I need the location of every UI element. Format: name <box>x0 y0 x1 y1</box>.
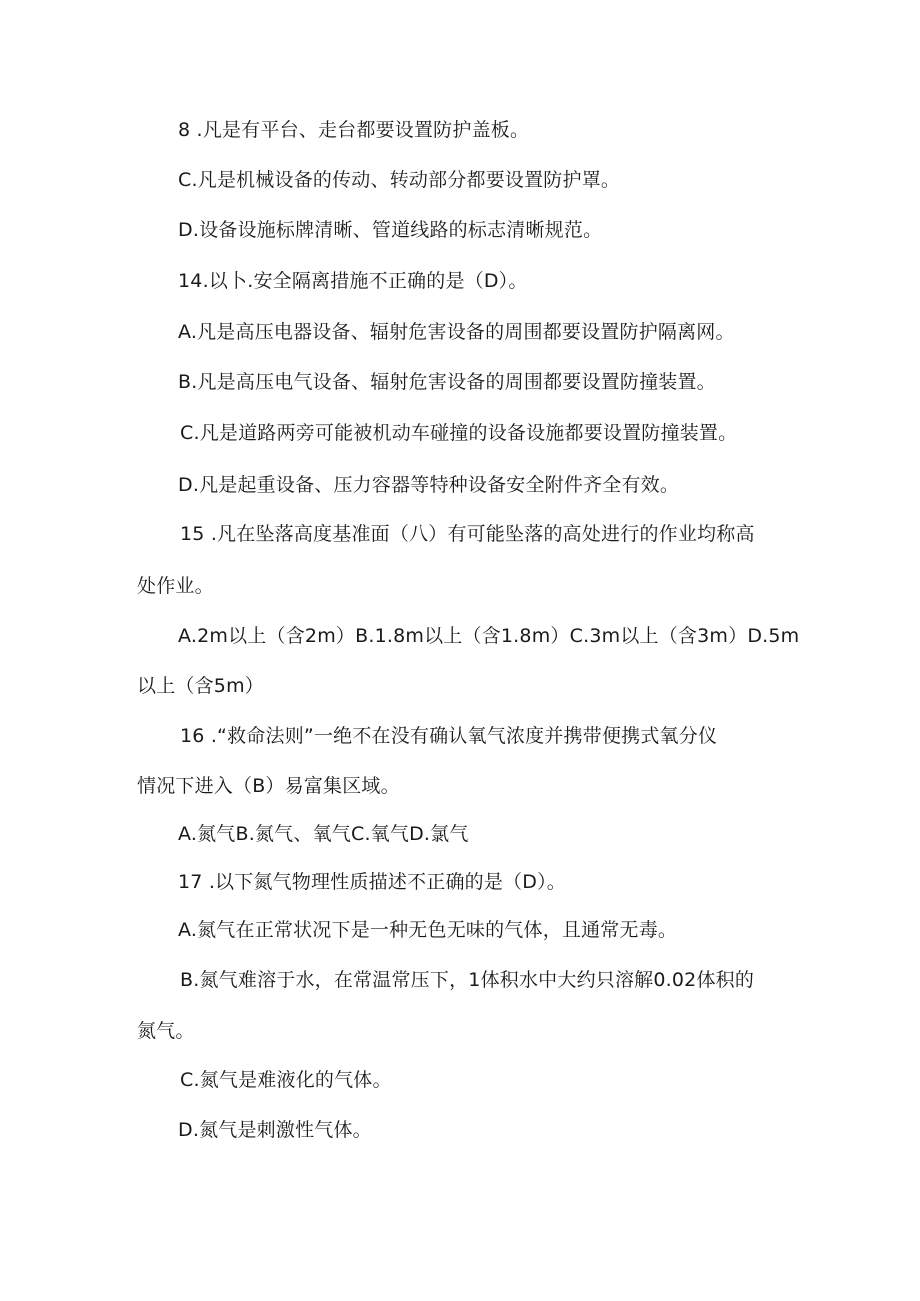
option-b-continued: 氮气。 <box>137 1020 195 1042</box>
question-16: 16 .“救命法则”一绝不在没有确认氧气浓度并携带便携式氧分仪 <box>180 725 718 747</box>
option-a: A.凡是高压电器设备、辐射危害设备的周围都要设置防护隔离网。 <box>178 321 735 343</box>
option-b: B.凡是高压电气设备、辐射危害设备的周围都要设置防撞装置。 <box>178 371 716 393</box>
question-14: 14.以卜.安全隔离措施不正确的是（D）。 <box>178 270 528 292</box>
text-line: D.设备设施标牌清晰、管道线路的标志清晰规范。 <box>178 219 603 241</box>
option-c: C.凡是道路两旁可能被机动车碰撞的设备设施都要设置防撞装置。 <box>180 422 738 444</box>
options-15-continued: 以上（含5m） <box>137 675 264 697</box>
options-16: A.氮气B.氮气、氧气C.氧气D.氯气 <box>178 823 469 845</box>
options-15: A.2m以上（含2m）B.1.8m以上（含1.8m）C.3m以上（含3m）D.5m <box>178 625 800 647</box>
option-c: C.氮气是难液化的气体。 <box>180 1069 392 1091</box>
option-b: B.氮气难溶于水，在常温常压下，1体积水中大约只溶解0.02体积的 <box>180 969 755 991</box>
text-line: C.凡是机械设备的传动、转动部分都要设置防护罩。 <box>178 169 621 191</box>
question-15: 15 .凡在坠落高度基准面（八）有可能坠落的高处进行的作业均称高 <box>180 523 755 545</box>
option-d: D.氮气是刺激性气体。 <box>178 1119 372 1141</box>
question-15-continued: 处作业。 <box>137 575 214 597</box>
option-d: D.凡是起重设备、压力容器等特种设备安全附件齐全有效。 <box>178 474 680 496</box>
text-line: 8 .凡是有平台、走台都要设置防护盖板。 <box>178 119 530 141</box>
question-16-continued: 情况下进入（B）易富集区域。 <box>137 775 400 797</box>
question-17: 17 .以下氮气物理性质描述不正确的是（D）。 <box>178 871 566 893</box>
option-a: A.氮气在正常状况下是一种无色无味的气体，且通常无毒。 <box>178 919 678 941</box>
